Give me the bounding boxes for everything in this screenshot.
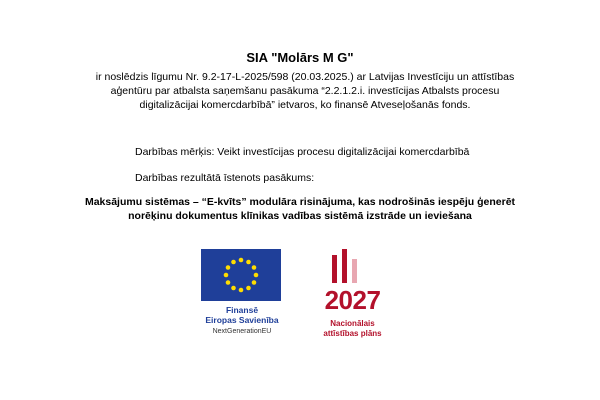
eu-nextgeneration-logo xyxy=(195,237,300,347)
np-logo-text: Nacionālais xyxy=(330,319,375,328)
intro-line: digitalizācijai komercdarbībā” ietvaros, ko finansē Atveseļošanās fonds. xyxy=(139,99,471,111)
eu-logo-subtext: NextGenerationEU xyxy=(212,328,272,335)
intro-paragraph xyxy=(95,70,515,112)
document-title: SIA "Molārs M G" xyxy=(246,50,354,65)
np-bars-icon xyxy=(322,249,382,283)
intro-line: ir noslēdzis līgumu Nr. 9.2-17-L-2025/598 (20.03.2025.) ar Latvijas Investīciju un attīstības xyxy=(95,71,515,83)
eu-logo-text: Finansē xyxy=(225,305,259,315)
np-logo-text: attīstības plāns xyxy=(323,329,382,338)
eu-flag-icon xyxy=(201,249,281,301)
logos-row xyxy=(195,237,405,347)
result-line: Maksājumu sistēmas – “E-kvīts” modulāra risinājuma, kas nodrošinās iespēju ģenerēt xyxy=(84,196,516,208)
goal-text: Darbības mērķis: Veikt investīcijas procesu digitalizācijai komercdarbībā xyxy=(135,146,470,158)
result-description xyxy=(60,195,540,223)
intro-line: aģentūru par atbalsta saņemšanu pasākuma “2.2.1.2.i. investīcijas Atbalsts procesu xyxy=(110,85,500,97)
result-line: norēķinu dokumentus klīnikas vadības sistēmā izstrāde un ieviešana xyxy=(128,210,472,222)
eu-logo-text: Eiropas Savienība xyxy=(205,315,279,325)
national-development-plan-logo xyxy=(300,237,405,347)
results-label: Darbības rezultātā īstenots pasākums: xyxy=(135,172,315,184)
np-year: 2027 xyxy=(324,285,381,315)
